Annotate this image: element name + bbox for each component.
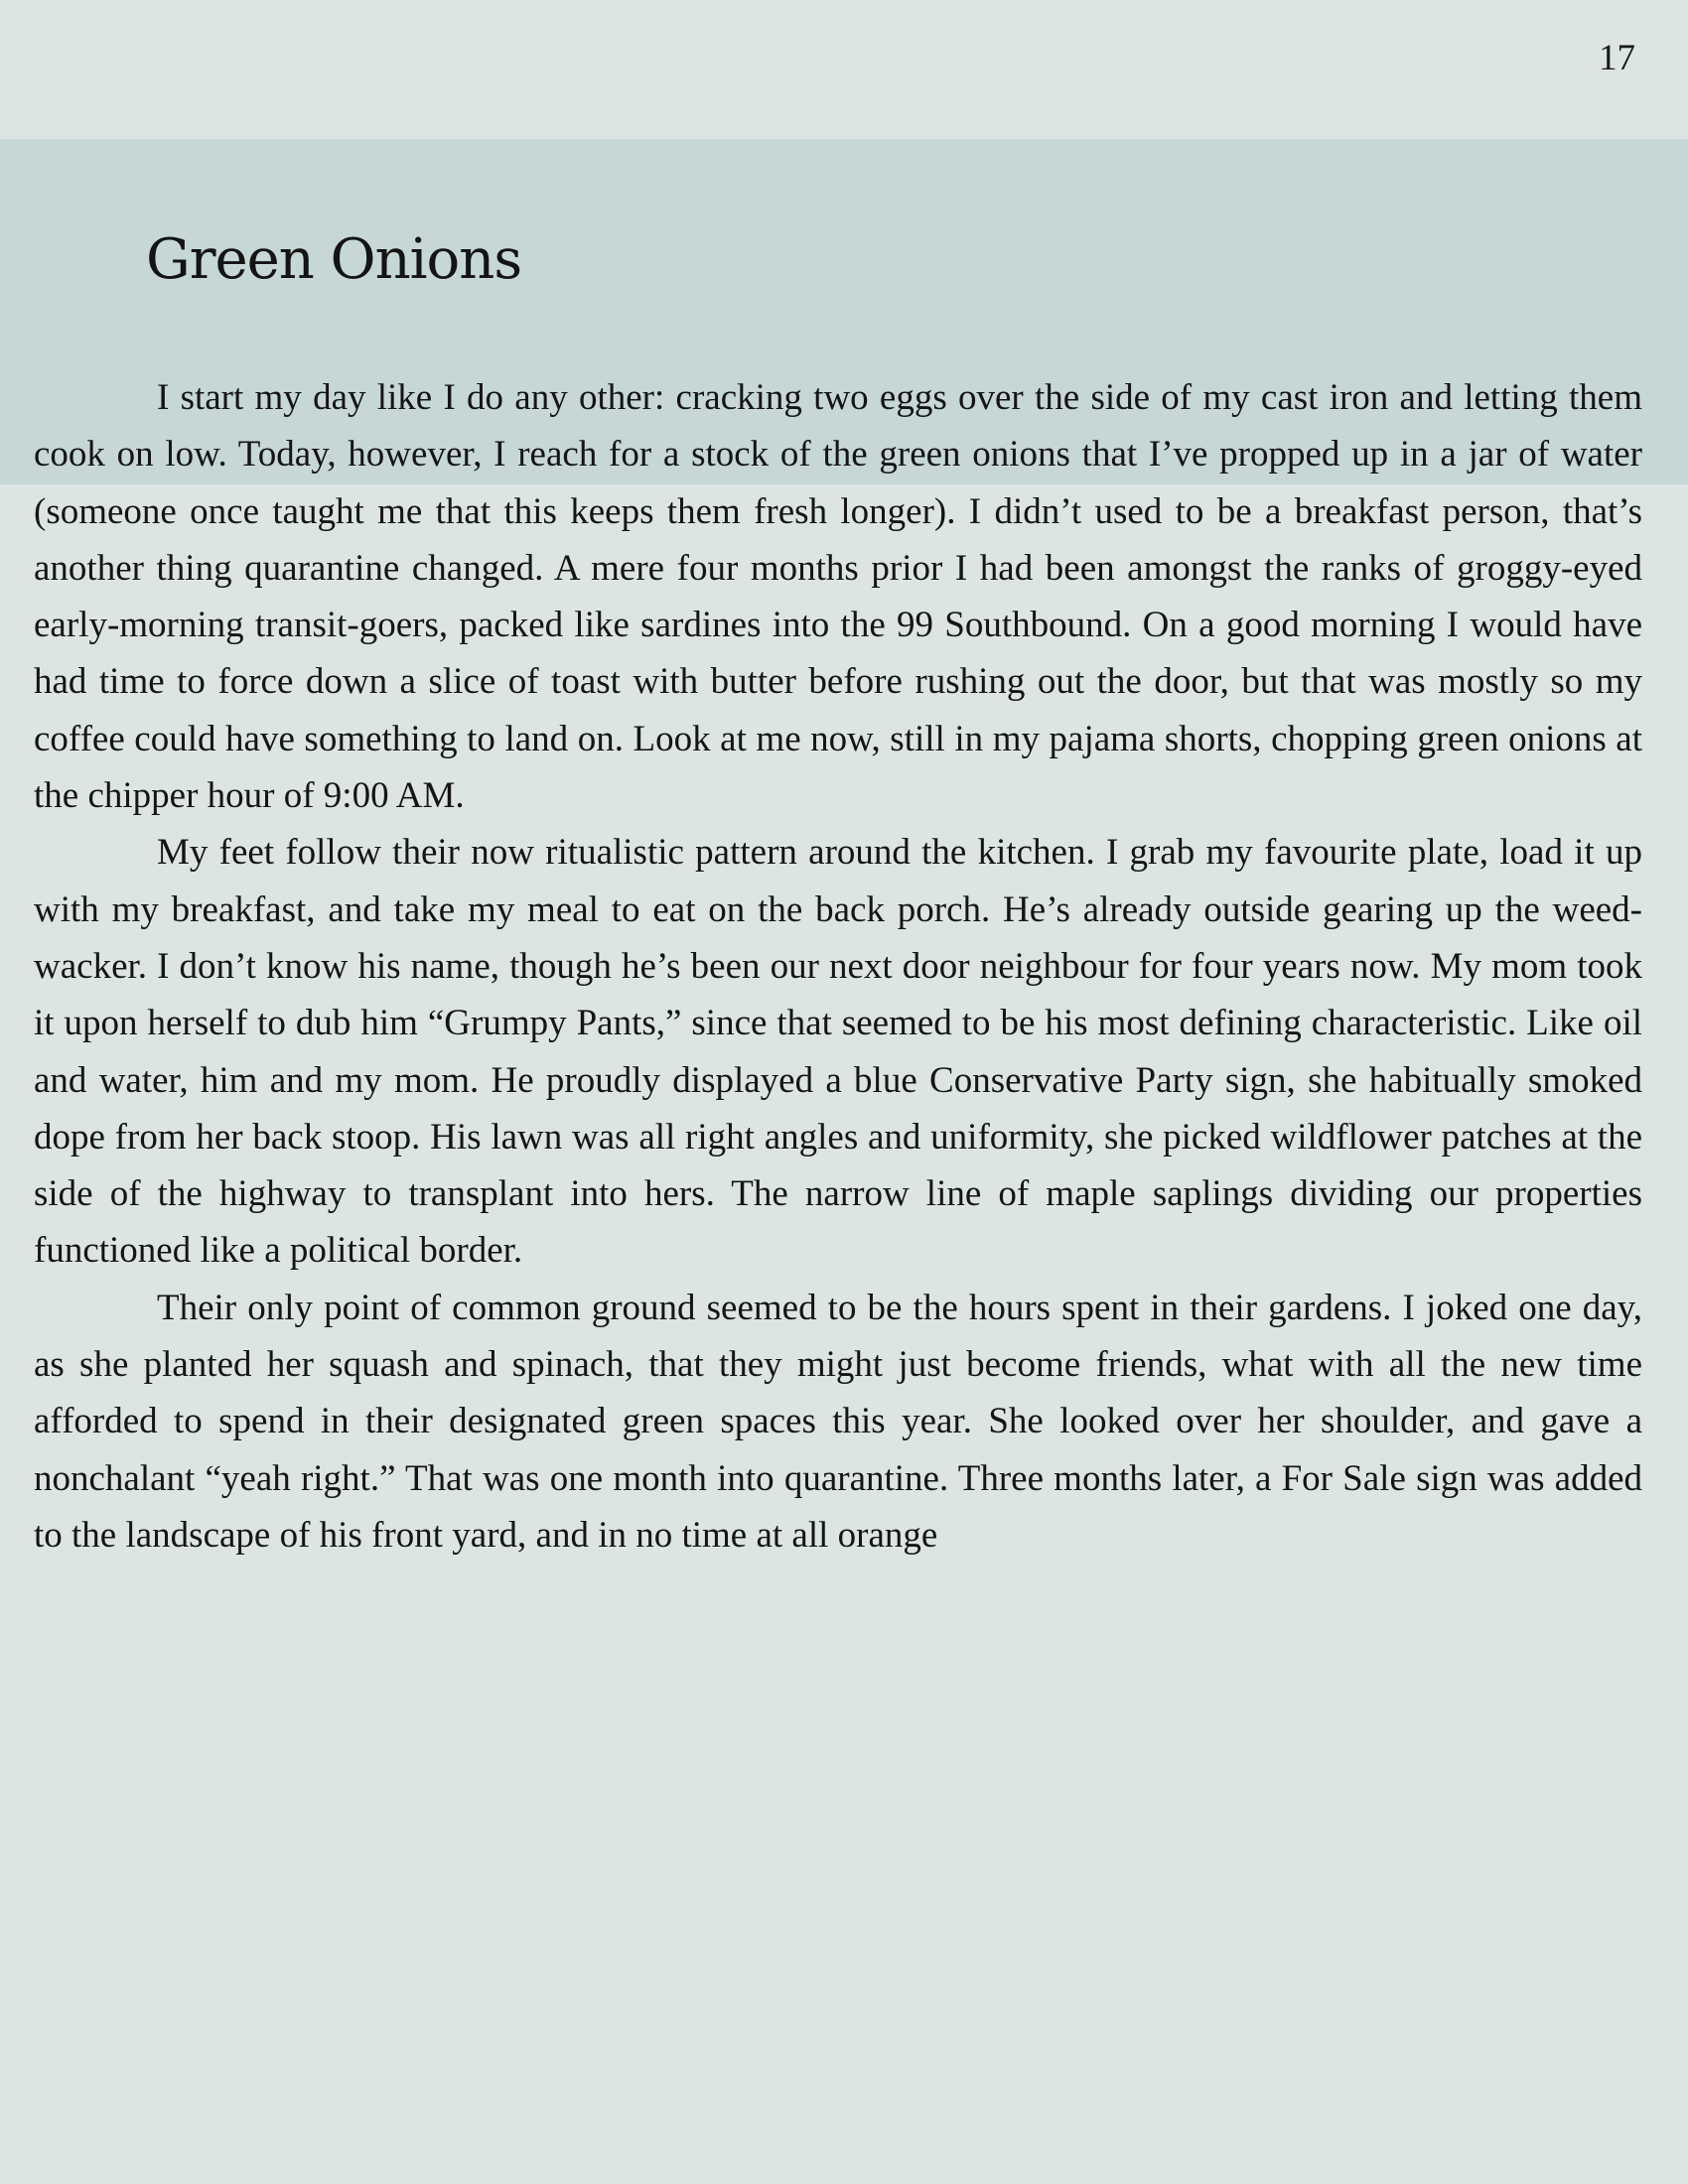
paragraph-3: Their only point of common ground seemed to be the hours spent in their gardens. I joked one day, as she planted her squash and spinach, that they might just become friends, what with all the new time afforded to spend in their designated green spaces this year. She looked over her shoulder, and gave a nonchalant “yeah right.” That was one month into quarantine. Three months later, a For Sale sign was added to the landscape of his front yard, and in no time at all orange: [34, 1287, 1642, 1556]
body-text: [34, 369, 1642, 1564]
chapter-title: Green Onions: [146, 227, 522, 292]
paragraph-1: I start my day like I do any other: cracking two eggs over the side of my cast iron and letting them cook on low. Today, however, I reach for a stock of the green onions that I’ve propped up in a jar of water (someone once taught me that this keeps them fresh longer). I didn’t used to be a breakfast person, that’s another thing quarantine changed. A mere four months prior I had been amongst the ranks of groggy-eyed early-morning transit-goers, packed like sardines into the 99 Southbound. On a good morning I would have had time to force down a slice of toast with butter before rushing out the door, but that was mostly so my coffee could have something to land on. Look at me now, still in my pajama shorts, chopping green onions at the chipper hour of 9:00 AM.: [34, 377, 1642, 817]
paragraph-2: My feet follow their now ritualistic pattern around the kitchen. I grab my favourite plate, load it up with my breakfast, and take my meal to eat on the back porch. He’s already outside gearing up the weed-wacker. I don’t know his name, though he’s been our next door neighbour for four years now. My mom took it upon herself to dub him “Grumpy Pants,” since that seemed to be his most defining characteristic. Like oil and water, him and my mom. He proudly displayed a blue Conservative Party sign, she habitually smoked dope from her back stoop. His lawn was all right angles and uniformity, she picked wildflower patches at the side of the highway to transplant into hers. The narrow line of maple saplings dividing our properties functioned like a political border.: [34, 832, 1642, 1272]
page-number: 17: [1599, 38, 1635, 78]
